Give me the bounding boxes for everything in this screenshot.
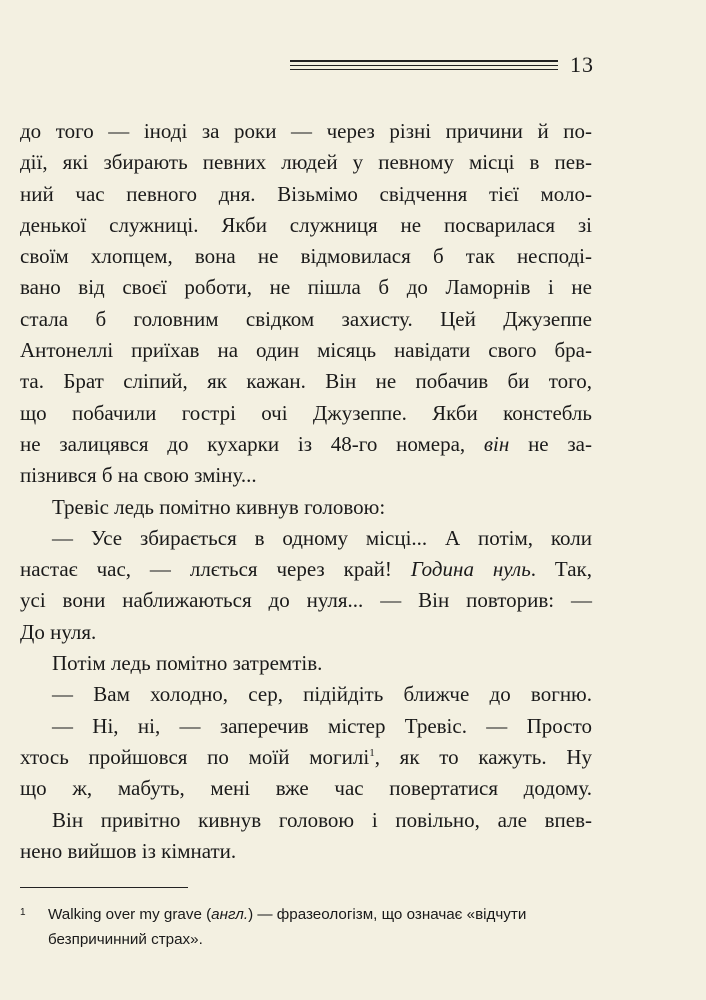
- page-number: 13: [570, 52, 594, 77]
- paragraph-start: Він привітно кивнув головою і повільно, але впев-: [52, 807, 592, 832]
- text-line: ний час певного дня. Візьмімо свідчення тієї моло-: [20, 181, 592, 206]
- footnote-line: безпричинний страх».: [48, 931, 203, 948]
- text-line: що ж, мабуть, мені вже час повертатися додому.: [20, 776, 592, 801]
- text-line: усі вони наближаються до нуля... — Він повторив: —: [20, 588, 592, 613]
- text-span: не за-: [509, 431, 592, 456]
- text-line: своїм хлопцем, вона не відмовилася б так несподі-: [20, 244, 592, 269]
- text-span: . Так,: [530, 557, 593, 582]
- text-line: денької служниці. Якби служниця не посварилася зі: [20, 212, 592, 237]
- text-span: не залицявся до кухарки із 48-го номера,: [20, 431, 484, 456]
- body-text: [20, 116, 592, 867]
- footnote-mark: 1: [20, 907, 26, 918]
- paragraph-start: — Усе збирається в одному місці... А потім, коли: [52, 525, 592, 550]
- text-line: стала б головним свідком захисту. Цей Джузеппе: [20, 306, 592, 331]
- text-span: настає час, — ллється через край!: [20, 557, 411, 582]
- paragraph-start: — Ні, ні, — заперечив містер Тревіс. — Просто: [52, 713, 592, 738]
- text-span: ) — фразеологізм, що означає «відчути: [248, 906, 527, 923]
- paragraph-start: Потім ледь помітно затремтів.: [52, 651, 323, 676]
- text-line: вано від своєї роботи, не пішла б до Ламорнів і не: [20, 275, 592, 300]
- italic-span: Година нуль: [410, 557, 531, 582]
- text-line: що побачили гострі очі Джузеппе. Якби констебль: [20, 400, 592, 425]
- footnote-reference[interactable]: 1: [369, 746, 375, 759]
- text-span: хтось пройшовся по моїй могилі: [20, 744, 370, 769]
- text-line: [20, 554, 592, 585]
- footnote-line: [20, 902, 596, 927]
- footnote-rule: [20, 887, 188, 888]
- paragraph-start: Тревіс ледь помітно кивнув головою:: [52, 494, 386, 519]
- text-line: та. Брат сліпий, як кажан. Він не побачив би того,: [20, 369, 592, 394]
- text-line: дії, які збирають певних людей у певному місці в пев-: [20, 150, 592, 175]
- footnotes: [20, 902, 596, 952]
- text-line: [20, 742, 592, 773]
- text-line: [20, 429, 592, 460]
- text-line: пізнився б на свою зміну...: [20, 463, 257, 488]
- text-line: До нуля.: [20, 619, 97, 644]
- paragraph-start: — Вам холодно, сер, підійдіть ближче до вогню.: [52, 682, 592, 707]
- text-line: Антонеллі приїхав на один місяць навідати свого бра-: [20, 338, 592, 363]
- text-span: Walking over my grave (: [48, 906, 212, 923]
- text-line: нено вийшов із кімнати.: [20, 838, 237, 863]
- text-line: до того — іноді за роки — через різні причини й по-: [20, 119, 592, 143]
- italic-span: він: [483, 431, 510, 456]
- italic-span: англ.: [211, 906, 249, 923]
- text-span: , як то кажуть. Ну: [374, 744, 592, 769]
- header-rule: [290, 60, 558, 73]
